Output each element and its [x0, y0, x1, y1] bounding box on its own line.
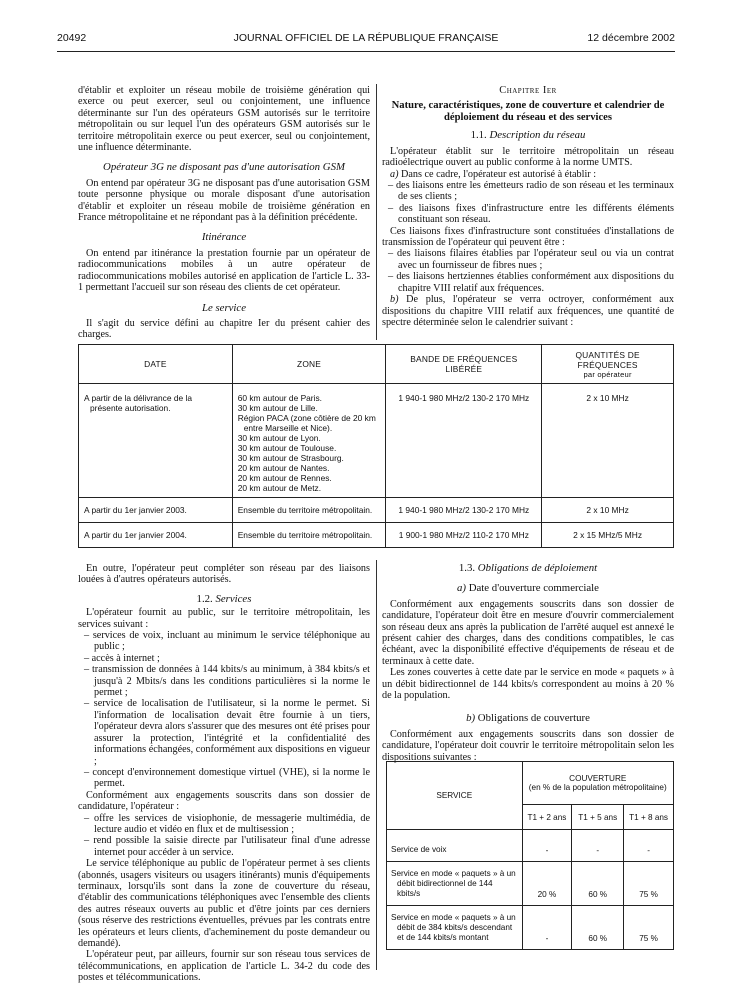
- left-column-top: [78, 85, 370, 341]
- list-item: – service de localisation de l'utilisateur, si la norme le permet. Si l'information de localisation devait être fournie à un tiers, l'opérateur devra alors s'assurer que des mesures ont été prises pour assurer la protection, l'intégrité et la confidentialité des informations échangées, conformément aux dispositions en vigueur ;: [78, 698, 370, 766]
- header-service: SERVICE: [387, 762, 523, 830]
- cell-value: -: [572, 830, 624, 862]
- header-period: T1 + 2 ans: [522, 805, 572, 830]
- paragraph-engagements: Conformément aux engagements souscrits dans son dossier de candidature, l'opérateur :: [78, 789, 370, 813]
- paragraph-zones-couvertes: Les zones couvertes à cette date par le service en mode « paquets » à un débit bidirectionnel de 144 kbits/s correspondent au moins à 20 % de la population.: [382, 667, 674, 702]
- cell-zone: 60 km autour de Paris. 30 km autour de Lille. Région PACA (zone côtière de 20 km entre Marseille et Nice). 30 km autour de Lyon. 30 km autour de Toulouse. 30 km autour de Strasbourg. 20 km autour de Nantes. 20 km autour de Rennes. 20 km autour de Metz.: [232, 384, 386, 498]
- publication-date: 12 décembre 2002: [587, 32, 675, 44]
- page-header: [57, 32, 675, 50]
- section-heading-1-3: [382, 563, 674, 574]
- cell-band: 1 940-1 980 MHz/2 130-2 170 MHz: [386, 498, 542, 523]
- cell-date: A partir de la délivrance de la présente autorisation.: [79, 384, 233, 498]
- frequency-calendar-table: [78, 344, 674, 548]
- subheading-b: b) Obligations de couverture: [466, 712, 590, 725]
- paragraph-operateur-3g: On entend par opérateur 3G ne disposant pas d'une autorisation GSM toute personne physique ou morale disposant d'une autorisation d'établir et exploiter un réseau mobile de troisième génération en France métropolitaine et ne répondant pas à la définition précédente.: [78, 177, 370, 224]
- cell-band: 1 900-1 980 MHz/2 110-2 170 MHz: [386, 523, 542, 548]
- chapter-title: Nature, caractéristiques, zone de couverture et calendrier de déploiement du réseau et des services: [391, 100, 665, 124]
- right-column-top: [382, 85, 674, 328]
- section-heading-1-2: [78, 594, 370, 605]
- header-coverage: COUVERTURE (en % de la population métropolitaine): [522, 762, 673, 805]
- paragraph-a: a) Dans ce cadre, l'opérateur est autorisé à établir :: [390, 168, 597, 180]
- paragraph-telecommunications: L'opérateur peut, par ailleurs, fournir sur son réseau tous services de télécommunications, en application de l'article L. 34-2 du code des postes et télécommunications.: [78, 949, 370, 984]
- journal-title: JOURNAL OFFICIEL DE LA RÉPUBLIQUE FRANÇAISE: [233, 32, 499, 44]
- header-coverage-sub: (en % de la population métropolitaine): [528, 783, 667, 792]
- cell-value: 60 %: [572, 906, 624, 950]
- cell-service: Service en mode « paquets » à un débit bidirectionnel de 144 kbits/s: [387, 862, 523, 906]
- list-item: – accès à internet ;: [78, 653, 370, 664]
- intro-paragraph: d'établir et exploiter un réseau mobile de troisième génération qui exerce ou peut exercer, seul ou conjointement, une influence déterminante sur l'un des opérateurs GSM autorisés sur le territoire métropolitain ou sur lequel l'un des opérateurs GSM autorisés sur le territoire métropolitain exerce ou peut exercer, seul ou conjointement, une influence déterminante.: [78, 85, 370, 154]
- header-rule: [57, 51, 675, 52]
- chapter-label: Chapitre Ier: [499, 85, 557, 96]
- section-number: 1.2.: [196, 592, 213, 605]
- table-row: [79, 384, 674, 498]
- list-item: – rend possible la saisie directe par l'utilisateur final d'une adresse internet pour accéder à un service.: [78, 835, 370, 858]
- paragraph-a-label: a): [390, 168, 399, 180]
- paragraph-reseau: L'opérateur établit sur le territoire métropolitain un réseau radioélectrique ouvert au public conforme à la norme UMTS.: [382, 145, 674, 169]
- page-number: 20492: [57, 32, 87, 44]
- cell-service: Service en mode « paquets » à un débit de 384 kbits/s descendant et de 144 kbits/s montant: [387, 906, 523, 950]
- section-title: Description du réseau: [489, 129, 586, 142]
- table-header-row: [79, 345, 674, 384]
- table-row: [79, 498, 674, 523]
- cell-date: A partir du 1er janvier 2003.: [79, 498, 233, 523]
- paragraph-ouverture: Conformément aux engagements souscrits dans son dossier de candidature, l'opérateur doit être en mesure d'ouvrir commercialement son réseau deux ans après la publication de l'arrêté auquel est annexé le présent cahier des charges, dans des conditions compatibles, le cas échéant, avec la disponibilité effective d'équipements de réseau et de terminaux à cette date.: [382, 598, 674, 667]
- paragraph-itinerance: On entend par itinérance la prestation fournie par un opérateur de radiocommunications mobiles à un autre opérateur de radiocommunications mobiles autorisé en application de l'article L. 33-1 permettant l'accueil sur son réseau des clients de cet opérateur.: [78, 247, 370, 294]
- cell-value: 75 %: [624, 862, 674, 906]
- list-item: – concept d'environnement domestique virtuel (VHE), si la norme le permet.: [78, 767, 370, 790]
- cell-quantity: 2 x 10 MHz: [542, 498, 674, 523]
- column-divider-bottom: [376, 560, 377, 970]
- list-liaisons-a: [382, 180, 674, 226]
- section-heading-1-1: [382, 130, 674, 141]
- list-item: – des liaisons entre les émetteurs radio de son réseau et les terminaux de ses clients ;: [382, 180, 674, 203]
- paragraph-couverture: Conformément aux engagements souscrits dans son dossier de candidature, l'opérateur doit couvrir le territoire métropolitain selon les dispositions suivantes :: [382, 728, 674, 763]
- subheading-a: a) Date d'ouverture commerciale: [457, 582, 599, 595]
- cell-band: 1 940-1 980 MHz/2 130-2 170 MHz: [386, 384, 542, 498]
- table-row: [387, 906, 674, 950]
- list-item: – services de voix, incluant au minimum le service téléphonique au public ;: [78, 630, 370, 653]
- paragraph-service-telephonique: Le service téléphonique au public de l'opérateur permet à ses clients (abonnés, usagers visiteurs ou usagers itinérants) munis d'équipements terminaux, lorsqu'ils sont dans la zone de couverture du réseau, d'établir des communications téléphoniques avec l'ensemble des clients des autres réseaux ouverts au public et d'être joints par ces derniers (sous réserve des restrictions éventuelles, prévues par les contrats entre les opérateurs et leurs clients, d'acheminement du poste demandeur ou demandé).: [78, 858, 370, 949]
- paragraph-b: b) De plus, l'opérateur se verra octroyer, conformément aux dispositions du chapitre VIII relatif aux fréquences, une quantité de spectre déterminée selon le calendrier suivant :: [382, 294, 674, 328]
- cell-value: -: [624, 830, 674, 862]
- table-row: [387, 830, 674, 862]
- list-item: – des liaisons fixes d'infrastructure entre les différents éléments constituant son réseau.: [382, 203, 674, 226]
- section-title: Services: [215, 592, 252, 605]
- table-header-row: [387, 762, 674, 805]
- cell-zone: Ensemble du territoire métropolitain.: [232, 498, 386, 523]
- table-row: [79, 523, 674, 548]
- header-quantity-sub: par opérateur: [583, 369, 632, 379]
- list-liaisons-fixes: [382, 248, 674, 294]
- paragraph-liaisons-fixes: Ces liaisons fixes d'infrastructure sont constituées d'installations de transmission de l'opérateur qui peuvent être :: [382, 225, 674, 249]
- section-number: 1.1.: [470, 129, 487, 142]
- header-period: T1 + 5 ans: [572, 805, 624, 830]
- heading-itinerance: Itinérance: [201, 231, 247, 244]
- right-column-bottom: [382, 563, 674, 763]
- header-band: BANDE DE FRÉQUENCES LIBÉRÉE: [386, 345, 542, 384]
- paragraph-b-label: b): [390, 294, 399, 306]
- cell-value: -: [522, 906, 572, 950]
- cell-date: A partir du 1er janvier 2004.: [79, 523, 233, 548]
- list-services: [78, 630, 370, 790]
- header-quantity: QUANTITÉS DE FRÉQUENCES par opérateur: [542, 345, 674, 384]
- paragraph-services: L'opérateur fournit au public, sur le territoire métropolitain, les services suivant :: [78, 607, 370, 630]
- cell-value: 60 %: [572, 862, 624, 906]
- list-engagements: [78, 813, 370, 859]
- paragraph-liaisons-louees: En outre, l'opérateur peut compléter son réseau par des liaisons louées à d'autres opérateurs autorisés.: [78, 563, 370, 586]
- header-date: DATE: [79, 345, 233, 384]
- list-item: – des liaisons filaires établies par l'opérateur seul ou via un contrat avec un fournisseur de fibres nues ;: [382, 248, 674, 271]
- cell-service: Service de voix: [387, 830, 523, 862]
- header-period: T1 + 8 ans: [624, 805, 674, 830]
- cell-quantity: 2 x 15 MHz/5 MHz: [542, 523, 674, 548]
- cell-value: 20 %: [522, 862, 572, 906]
- column-divider-top: [376, 84, 377, 340]
- section-number: 1.3.: [458, 562, 476, 574]
- header-zone: ZONE: [232, 345, 386, 384]
- coverage-table: [386, 761, 674, 950]
- list-item: – offre les services de visiophonie, de messagerie multimédia, de lecture audio et vidéo en flux et de multisession ;: [78, 813, 370, 836]
- left-column-bottom: [78, 563, 370, 984]
- cell-value: -: [522, 830, 572, 862]
- heading-operateur-3g: Opérateur 3G ne disposant pas d'une autorisation GSM: [103, 161, 345, 174]
- paragraph-le-service: Il s'agit du service défini au chapitre Ier du présent cahier des charges.: [78, 317, 370, 341]
- heading-le-service: Le service: [201, 301, 247, 314]
- section-title: Obligations de déploiement: [477, 562, 598, 574]
- list-item: – des liaisons hertziennes établies conformément aux dispositions du chapitre VIII relatif aux fréquences.: [382, 271, 674, 294]
- cell-zone: Ensemble du territoire métropolitain.: [232, 523, 386, 548]
- table-row: [387, 862, 674, 906]
- cell-quantity: 2 x 10 MHz: [542, 384, 674, 498]
- cell-value: 75 %: [624, 906, 674, 950]
- list-item: – transmission de données à 144 kbits/s au minimum, à 384 kbits/s et jusqu'à 2 Mbits/s dans les conditions particulières si la norme le permet ;: [78, 664, 370, 698]
